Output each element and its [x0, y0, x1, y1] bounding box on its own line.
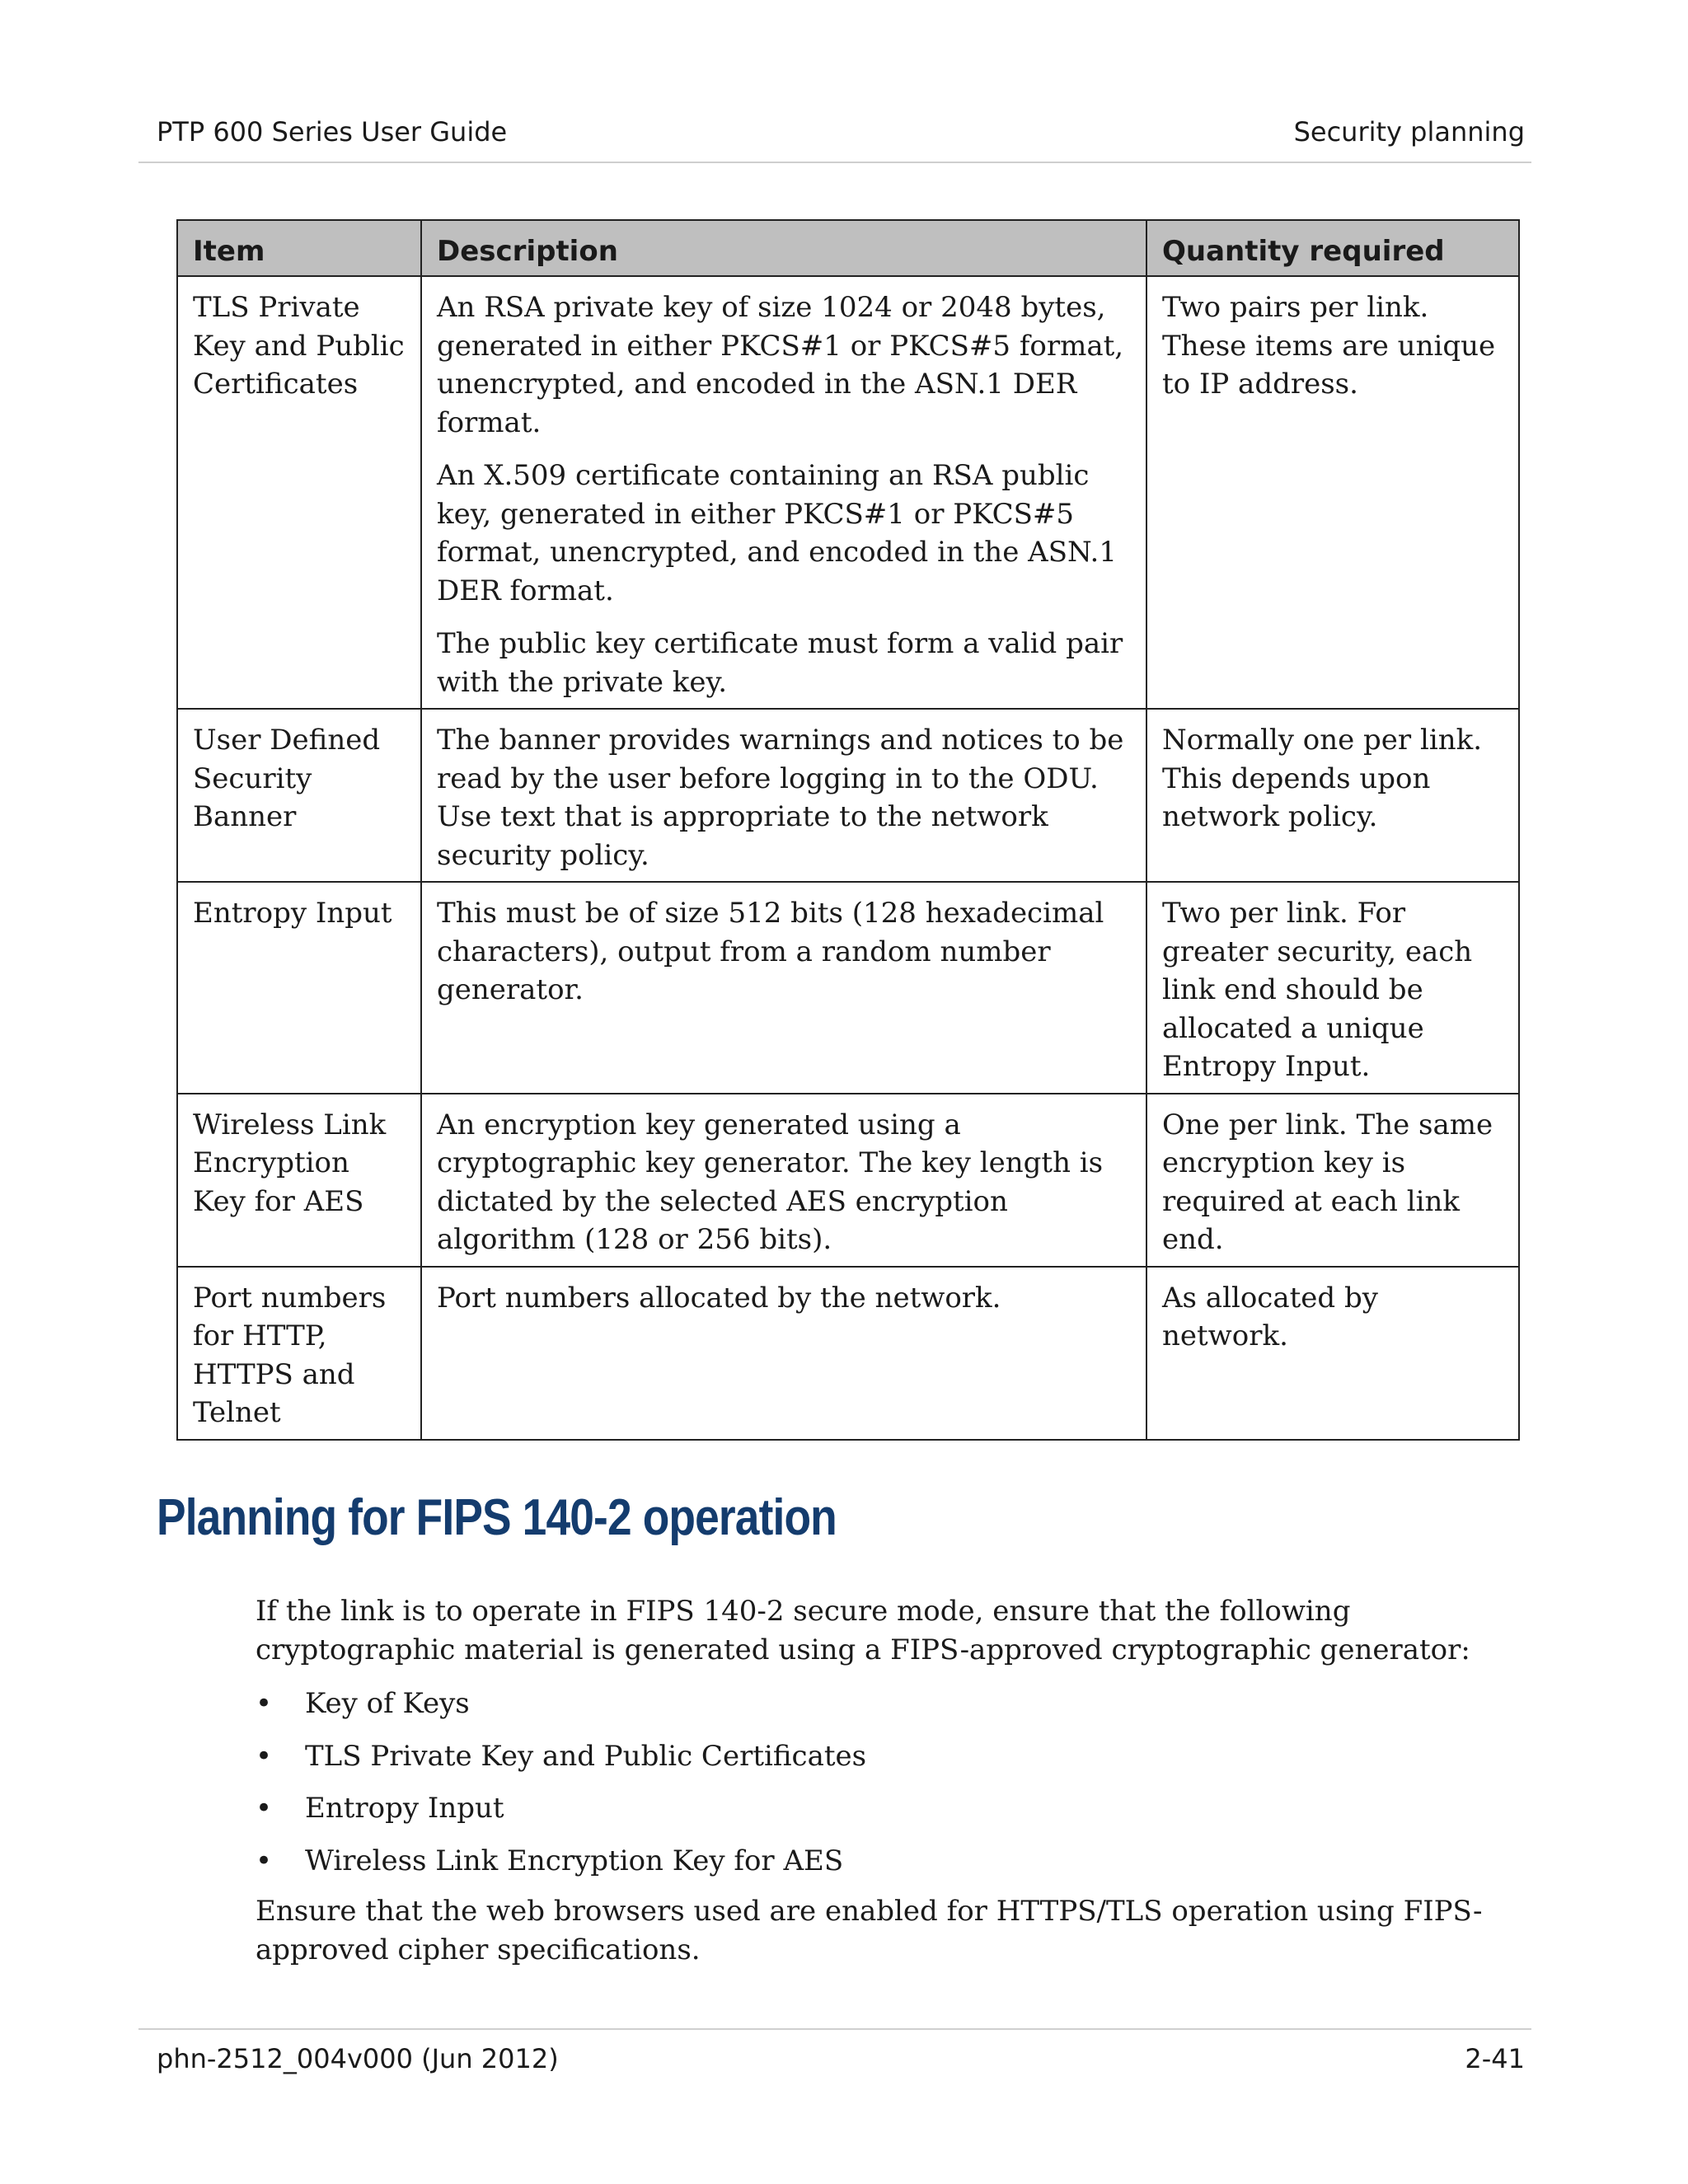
bullet-icon: • — [256, 1792, 273, 1825]
description-paragraph: Port numbers allocated by the network. — [437, 1281, 1001, 1315]
description-paragraph: An encryption key generated using a cryptographic key generator. The key length is dictated by the selected AES encryption algorithm (128 or 256 bits). — [437, 1108, 1104, 1256]
closing-paragraph: Ensure that the web browsers used are enabled for HTTPS/TLS operation using FIPS-approved cipher specifications. — [256, 1895, 1483, 1966]
description-paragraph: The banner provides warnings and notices to be read by the user before logging in to the ODU. Use text that is appropriate to the network security policy. — [437, 724, 1124, 872]
cell-description — [421, 1267, 1146, 1440]
cell-quantity: Two pairs per link. These items are unique to IP address. — [1146, 276, 1519, 709]
list-item — [256, 1685, 866, 1737]
cell-description — [421, 1094, 1146, 1267]
bullet-list — [256, 1685, 866, 1894]
table-row — [177, 1094, 1519, 1267]
cell-item: Wireless Link Encryption Key for AES — [177, 1094, 421, 1267]
column-header-quantity: Quantity required — [1146, 220, 1519, 276]
bullet-icon: • — [256, 1687, 273, 1720]
column-header-description: Description — [421, 220, 1146, 276]
cell-description — [421, 709, 1146, 882]
document-id: phn-2512_004v000 (Jun 2012) — [157, 2043, 559, 2074]
cell-item: TLS Private Key and Public Certificates — [177, 276, 421, 709]
header-divider — [138, 162, 1531, 163]
bullet-icon: • — [256, 1739, 273, 1773]
cell-description — [421, 882, 1146, 1094]
intro-paragraph: If the link is to operate in FIPS 140-2 secure mode, ensure that the following cryptographic material is generated using a FIPS-approved cryptographic generator: — [256, 1595, 1470, 1666]
running-header-section: Security planning — [1293, 116, 1525, 148]
cell-description — [421, 276, 1146, 709]
cell-quantity: One per link. The same encryption key is required at each link end. — [1146, 1094, 1519, 1267]
section-heading: Planning for FIPS 140-2 operation — [157, 1489, 837, 1546]
list-item — [256, 1737, 866, 1790]
bullet-icon: • — [256, 1844, 273, 1877]
description-paragraph: The public key certificate must form a valid pair with the private key. — [437, 627, 1123, 699]
list-item-text: Key of Keys — [305, 1687, 470, 1720]
list-item — [256, 1789, 866, 1842]
description-paragraph: This must be of size 512 bits (128 hexadecimal characters), output from a random number generator. — [437, 897, 1104, 1006]
cell-item: User Defined Security Banner — [177, 709, 421, 882]
description-paragraph: An X.509 certificate containing an RSA public key, generated in either PKCS#1 or PKCS#5 format, unencrypted, and encoded in the ASN.1 DER format. — [437, 459, 1117, 607]
cell-quantity: Two per link. For greater security, each link end should be allocated a unique Entropy Input. — [1146, 882, 1519, 1094]
list-item-text: TLS Private Key and Public Certificates — [305, 1739, 867, 1773]
table-header-row — [177, 220, 1519, 276]
cryptographic-material-table — [176, 219, 1520, 1441]
table-row — [177, 709, 1519, 882]
running-header-title: PTP 600 Series User Guide — [157, 116, 508, 148]
cell-item: Entropy Input — [177, 882, 421, 1094]
table-row — [177, 882, 1519, 1094]
list-item-text: Entropy Input — [305, 1792, 504, 1825]
cell-quantity: As allocated by network. — [1146, 1267, 1519, 1440]
page-number: 2-41 — [1465, 2043, 1525, 2074]
column-header-item: Item — [177, 220, 421, 276]
table-row — [177, 276, 1519, 709]
list-item-text: Wireless Link Encryption Key for AES — [305, 1844, 844, 1877]
cell-quantity: Normally one per link. This depends upon network policy. — [1146, 709, 1519, 882]
description-paragraph: An RSA private key of size 1024 or 2048 bytes, generated in either PKCS#1 or PKCS#5 format, unencrypted, and encoded in the ASN.1 DER format. — [437, 291, 1124, 439]
table-row — [177, 1267, 1519, 1440]
cell-item: Port numbers for HTTP, HTTPS and Telnet — [177, 1267, 421, 1440]
list-item — [256, 1842, 866, 1895]
footer-divider — [138, 2028, 1531, 2030]
